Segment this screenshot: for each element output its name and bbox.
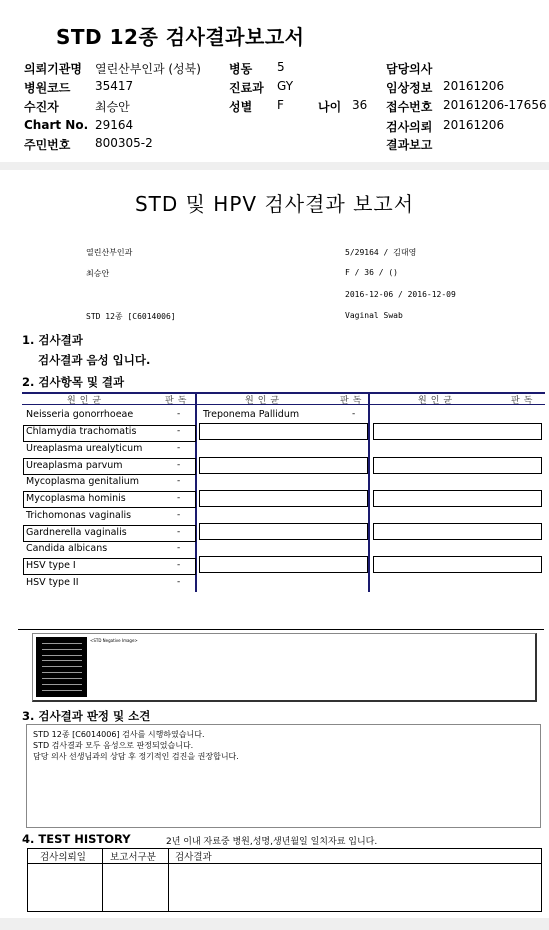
row-box [373, 523, 542, 540]
info-label: 나이 [318, 100, 342, 114]
pathogen-result: - [177, 460, 181, 470]
pathogen-name: Gardnerella vaginalis [26, 527, 127, 538]
pathogen-name: Chlamydia trachomatis [26, 426, 137, 437]
report-sheet [0, 170, 549, 918]
row-box [373, 490, 542, 507]
col-result: 판독 [165, 396, 191, 406]
info-label: 의뢰기관명 [24, 62, 82, 76]
info-value: 29164 [95, 118, 134, 132]
info-value: 5 [277, 60, 285, 74]
section-1-title: 1. 검사결과 [22, 333, 83, 347]
pathogen-result: - [177, 577, 181, 587]
info-value: 열린산부인과 (성북) [95, 62, 201, 76]
test-code: STD 12종 [C6014006] [86, 312, 176, 321]
section-2-title: 2. 검사항목 및 결과 [22, 375, 125, 389]
specimen: Vaginal Swab [345, 311, 403, 320]
report-dates: 2016-12-06 / 2016-12-09 [345, 290, 456, 299]
row-box [373, 556, 542, 573]
report-header [0, 0, 549, 162]
pathogen-name: HSV type II [26, 577, 79, 588]
info-label: 결과보고 [386, 138, 433, 152]
pathogen-result: - [177, 560, 181, 570]
history-col-type: 보고서구분 [110, 852, 156, 863]
pathogen-name: Mycoplasma genitalium [26, 476, 140, 487]
row-box [199, 457, 368, 474]
info-label: 성별 [229, 100, 253, 114]
pathogen-result: - [177, 409, 181, 419]
info-label: Chart No. [24, 118, 89, 132]
page-title: STD 12종 검사결과보고서 [56, 25, 305, 49]
section-4-title: 4. TEST HISTORY [22, 832, 131, 846]
opinion-box [26, 724, 541, 828]
pathogen-result: - [352, 409, 356, 419]
pathogen-result: - [177, 543, 181, 553]
pathogen-result: - [177, 476, 181, 486]
row-box [199, 490, 368, 507]
pathogen-result: - [177, 426, 181, 436]
result-summary: 검사결과 음성 입니다. [38, 353, 151, 367]
info-value: 최승안 [95, 100, 130, 114]
history-col-date: 검사의뢰일 [40, 852, 86, 863]
info-value: 36 [352, 98, 368, 112]
col-result: 판독 [340, 396, 366, 406]
pathogen-name: Candida albicans [26, 543, 108, 554]
history-table [27, 848, 542, 912]
info-value: GY [277, 79, 294, 93]
col-result: 판독 [511, 396, 537, 406]
opinion-line: STD 12종 [C6014006] 검사를 시행하였습니다. [33, 730, 205, 739]
pathogen-name: HSV type I [26, 560, 76, 571]
history-note: 2년 이내 자료중 병원,성명,생년월일 일치자료 입니다. [166, 837, 378, 847]
patient-name: 최승안 [86, 269, 110, 278]
col-pathogen: 원인균 [245, 396, 284, 406]
opinion-line: STD 검사결과 모두 음성으로 판정되었습니다. [33, 741, 194, 750]
info-label: 임상정보 [386, 81, 433, 95]
pathogen-name: Ureaplasma parvum [26, 460, 123, 471]
info-label: 검사의뢰 [386, 120, 433, 134]
info-value: 35417 [95, 79, 134, 93]
row-box [373, 457, 542, 474]
row-box [199, 523, 368, 540]
info-label: 접수번호 [386, 100, 433, 114]
col-pathogen: 원인균 [67, 396, 106, 406]
info-value: 20161206-17656 [443, 98, 547, 112]
info-value: 800305-2 [95, 136, 153, 150]
info-label: 진료과 [229, 81, 264, 95]
clinic-name: 열린산부인과 [86, 248, 133, 257]
pathogen-name: Treponema Pallidum [203, 409, 300, 420]
pathogen-result: - [177, 510, 181, 520]
pathogen-name: Neisseria gonorrhoeae [26, 409, 134, 420]
pathogen-name: Trichomonas vaginalis [26, 510, 132, 521]
info-label: 병동 [229, 62, 253, 76]
info-value: 20161206 [443, 118, 505, 132]
grid-divider [368, 392, 370, 592]
history-col-result: 검사결과 [175, 852, 212, 863]
image-caption: <STD Negative Image> [90, 638, 138, 643]
row-box [199, 556, 368, 573]
report-title: STD 및 HPV 검사결과 보고서 [134, 192, 415, 216]
info-value: F [277, 98, 284, 112]
opinion-line: 담당 의사 선생님과의 상담 후 정기적인 검진을 권장합니다. [33, 752, 239, 761]
info-label: 병원코드 [24, 81, 71, 95]
info-label: 담당의사 [386, 62, 433, 76]
col-pathogen: 원인균 [418, 396, 457, 406]
pathogen-result: - [177, 527, 181, 537]
pathogen-result: - [177, 493, 181, 503]
separator-rule [18, 629, 544, 630]
info-label: 주민번호 [24, 138, 71, 152]
row-box [199, 423, 368, 440]
chart-doctor: 5/29164 / 김대영 [345, 248, 417, 257]
sex-age: F / 36 / () [345, 268, 398, 277]
pathogen-result: - [177, 443, 181, 453]
pathogen-name: Mycoplasma hominis [26, 493, 126, 504]
pathogen-name: Ureaplasma urealyticum [26, 443, 143, 454]
section-3-title: 3. 검사결과 판정 및 소견 [22, 709, 151, 723]
row-box [373, 423, 542, 440]
gel-image [36, 637, 87, 697]
info-value: 20161206 [443, 79, 505, 93]
info-label: 수진자 [24, 100, 59, 114]
gel-image-frame [32, 633, 537, 702]
